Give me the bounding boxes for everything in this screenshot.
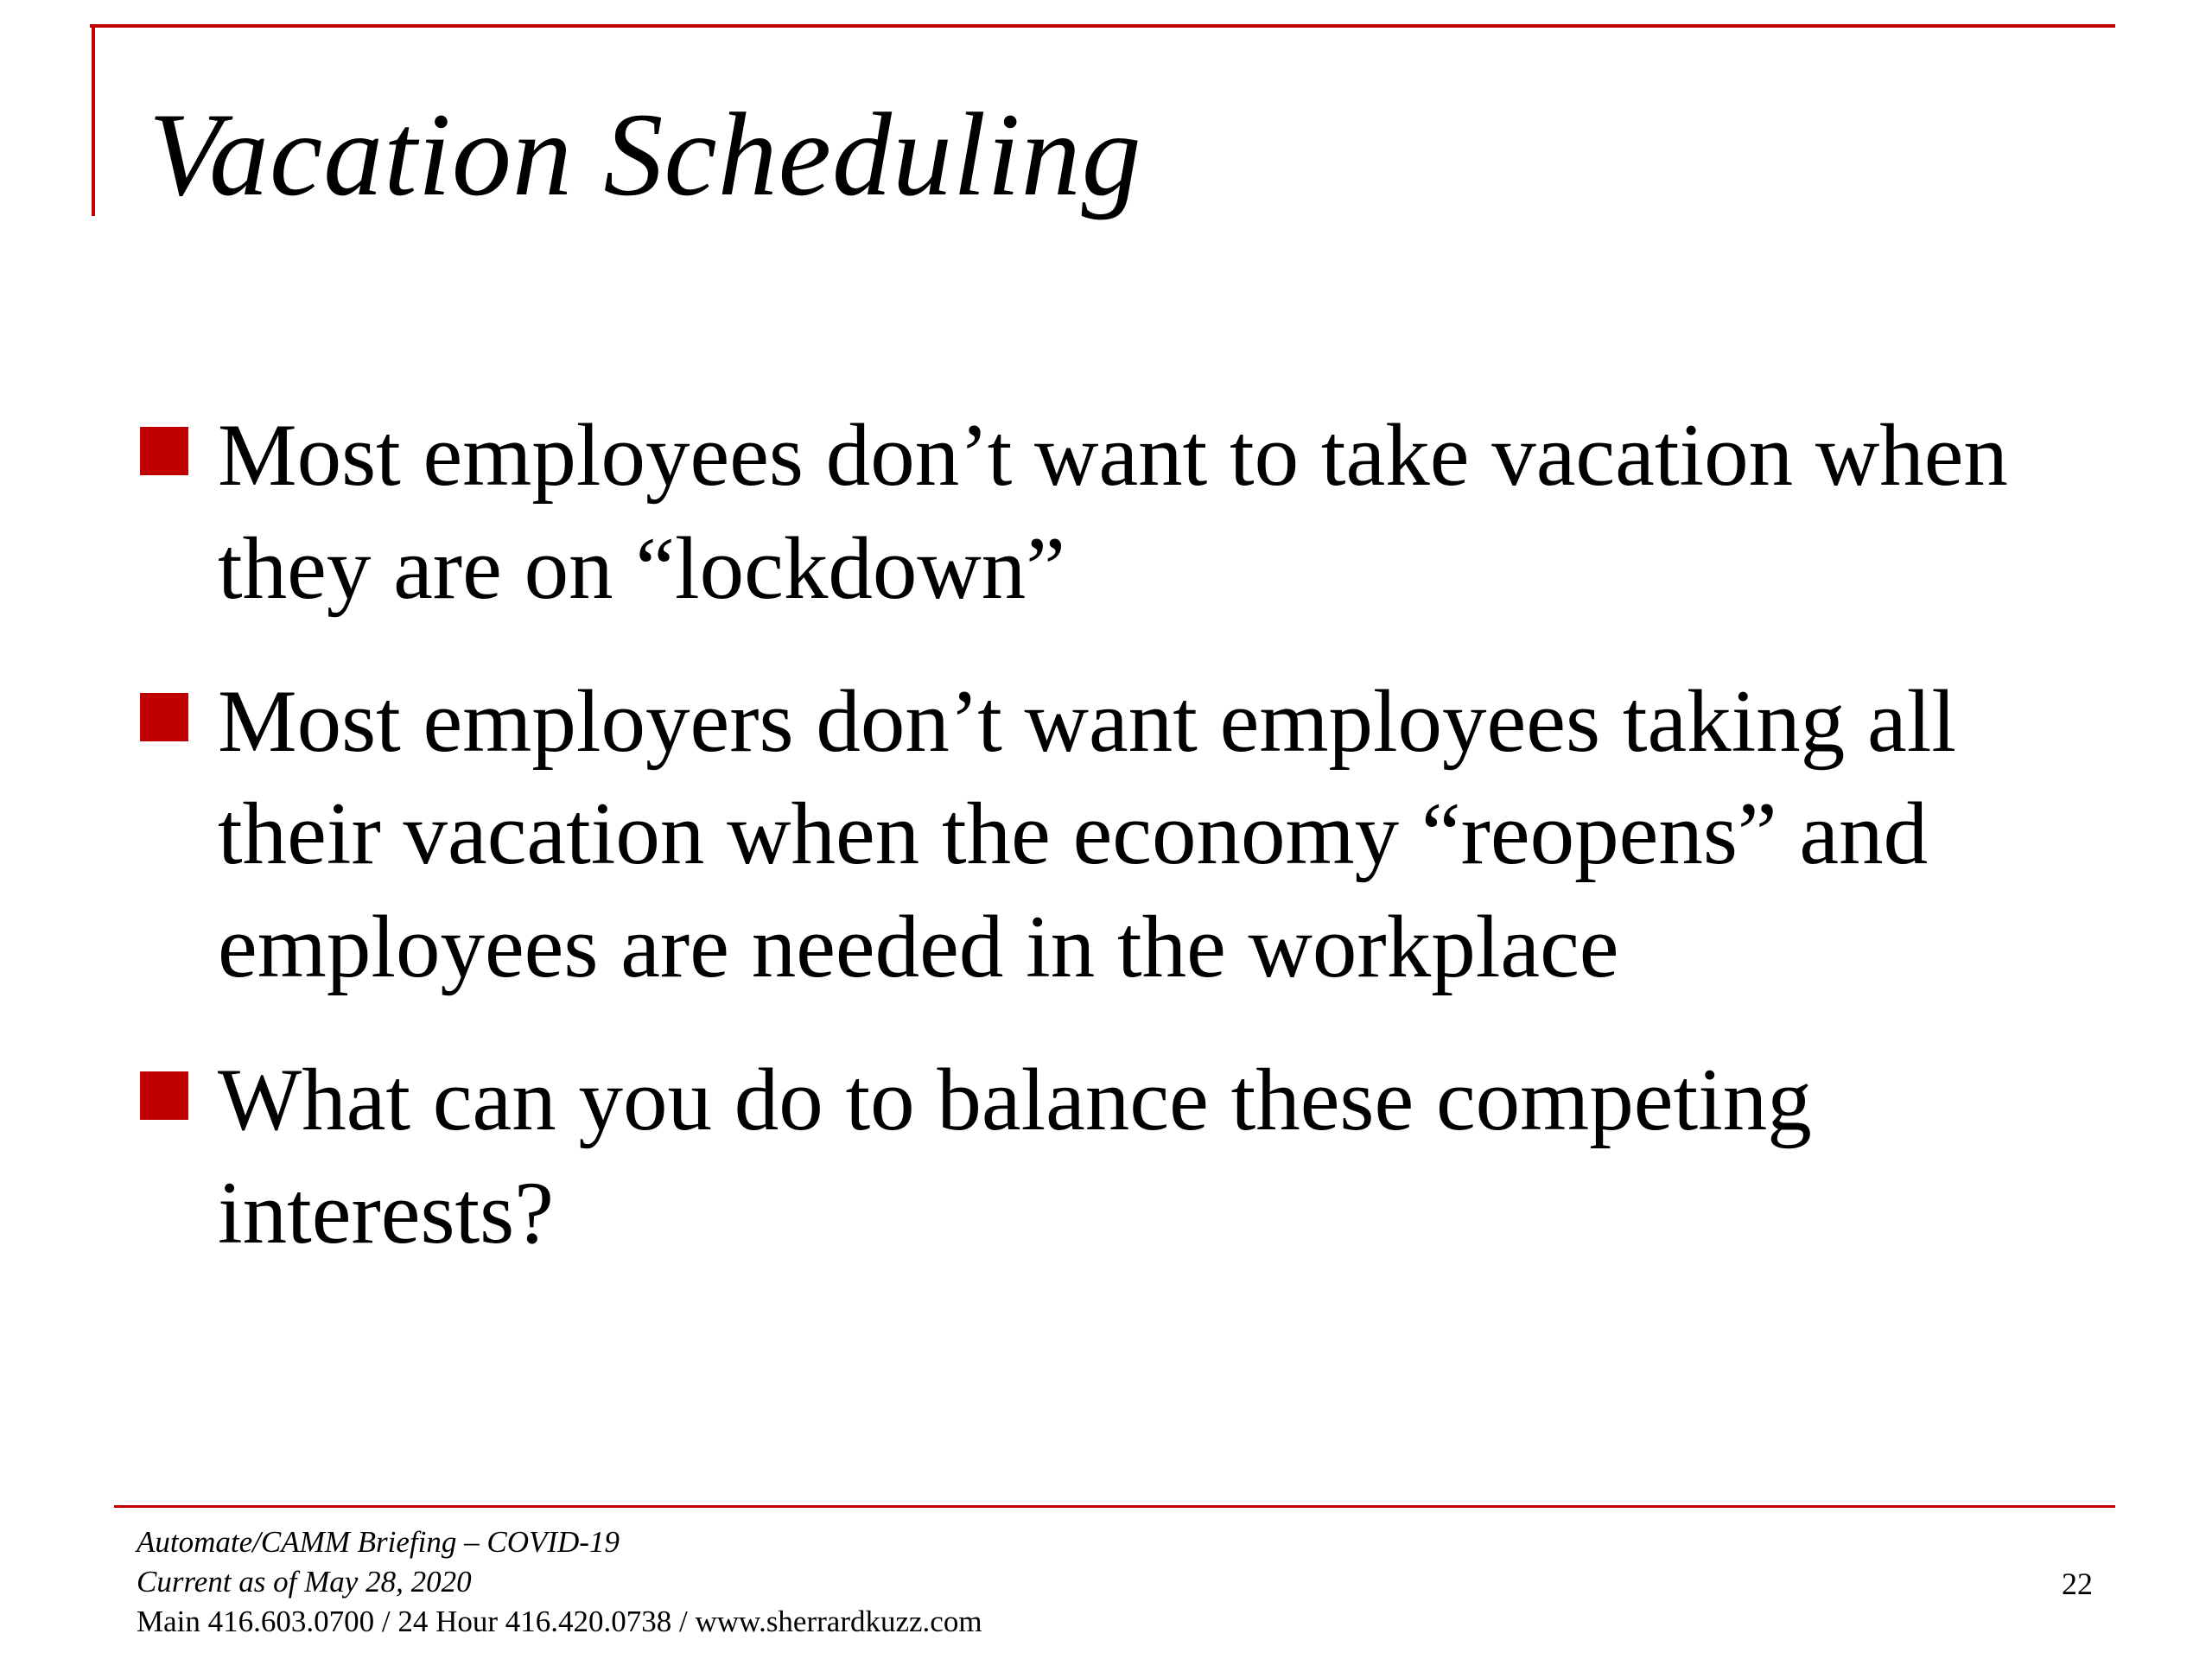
bullet-item <box>140 399 2093 626</box>
bullet-text: Most employees don’t want to take vacation when they are on “lockdown” <box>218 406 2008 618</box>
bullet-item <box>140 665 2093 1004</box>
title-left-vertical-rule <box>92 24 95 216</box>
bullet-square-icon <box>140 427 188 475</box>
bullet-text: Most employers don’t want employees taking all their vacation when the economy “reopens” and employees are needed in the workplace <box>218 671 1956 997</box>
footer-horizontal-rule <box>114 1505 2115 1508</box>
footer-current-date: Current as of May 28, 2020 <box>137 1565 472 1599</box>
bullet-text: What can you do to balance these competing interests? <box>218 1050 1812 1262</box>
footer <box>137 1522 982 1643</box>
bullet-list <box>140 399 2093 1310</box>
page-number: 22 <box>2062 1567 2093 1601</box>
slide-title: Vacation Scheduling <box>149 88 1142 220</box>
bullet-square-icon <box>140 693 188 741</box>
bullet-item <box>140 1044 2093 1270</box>
footer-briefing-title: Automate/CAMM Briefing – COVID-19 <box>137 1525 620 1559</box>
footer-contact-info: Main 416.603.0700 / 24 Hour 416.420.0738 / www.sherrardkuzz.com <box>137 1605 982 1639</box>
bullet-square-icon <box>140 1071 188 1120</box>
top-horizontal-rule <box>90 24 2115 28</box>
